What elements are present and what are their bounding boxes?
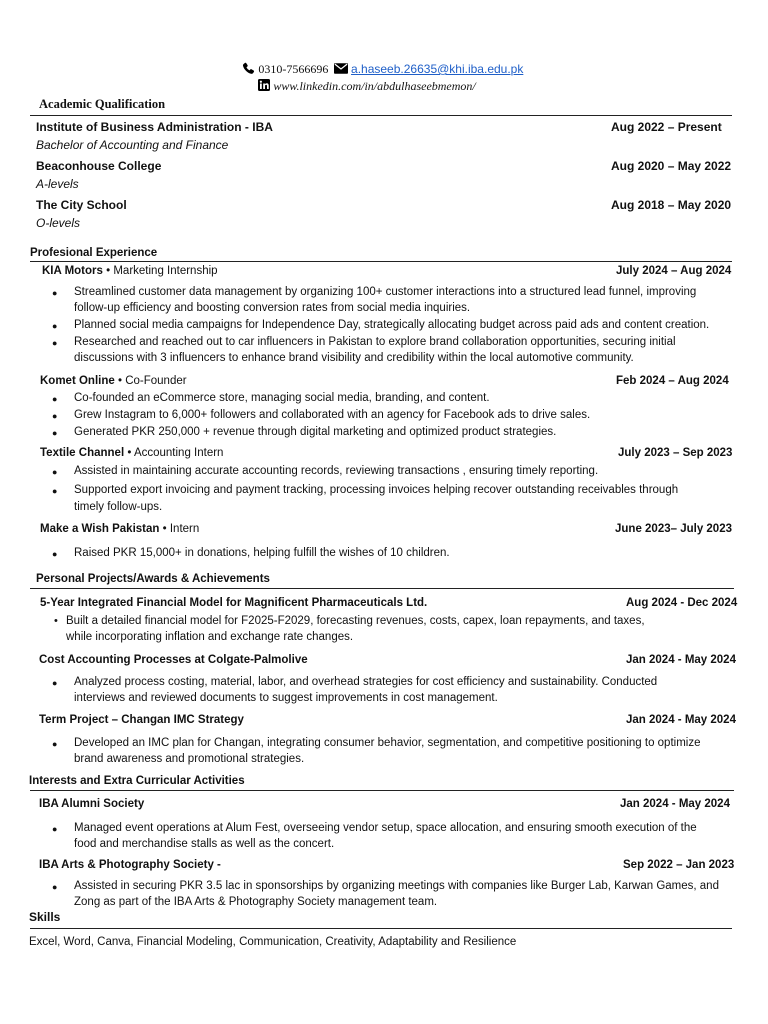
project-title: Cost Accounting Processes at Colgate-Palmolive xyxy=(39,654,308,666)
email-link[interactable]: a.haseeb.26635@khi.iba.edu.pk xyxy=(351,62,524,76)
activity-title: IBA Arts & Photography Society - xyxy=(39,859,221,871)
experience-dates: July 2023 – Sep 2023 xyxy=(618,447,733,459)
divider xyxy=(30,261,732,262)
activity-dates: Jan 2024 - May 2024 xyxy=(620,798,730,810)
project-dates: Jan 2024 - May 2024 xyxy=(626,654,736,666)
linkedin-line xyxy=(258,79,476,94)
experience-dates: July 2024 – Aug 2024 xyxy=(616,265,732,277)
bullet: ● xyxy=(52,467,58,477)
bullet: ● xyxy=(52,338,58,348)
academic-dates: Aug 2022 – Present xyxy=(611,120,722,134)
contact-line xyxy=(242,62,523,77)
separator: • xyxy=(127,447,132,459)
experience-role: Marketing Internship xyxy=(113,265,218,277)
bullet-text: Managed event operations at Alum Fest, overseeing vendor setup, space allocation, and ensuring smooth execution of the xyxy=(74,822,697,834)
section-heading-academic: Academic Qualification xyxy=(39,97,166,111)
bullet-text: Researched and reached out to car influencers in Pakistan to explore brand collaboration opportunities, securing initial xyxy=(74,336,676,348)
academic-school: Institute of Business Administration - IBA xyxy=(36,120,273,134)
bullet: • xyxy=(54,615,58,627)
experience-header xyxy=(42,265,218,277)
bullet: ● xyxy=(52,678,58,688)
divider xyxy=(30,928,732,929)
academic-school: Beaconhouse College xyxy=(36,159,162,173)
phone-number: 0310-7566696 xyxy=(258,62,329,76)
experience-header xyxy=(40,375,187,387)
bullet-text: food and merchandise stalls as well as the concert. xyxy=(74,838,335,850)
experience-dates: June 2023– July 2023 xyxy=(615,523,732,535)
experience-role: Co-Founder xyxy=(125,375,187,387)
bullet-text: discussions with 3 influencers to enhance brand visibility and credibility within the local automotive community. xyxy=(74,352,634,364)
bullet-text: Co-founded an eCommerce store, managing social media, branding, and content. xyxy=(74,392,490,404)
linkedin-url[interactable]: www.linkedin.com/in/abdulhaseebmemon/ xyxy=(273,79,476,93)
section-heading-interests: Interests and Extra Curricular Activities xyxy=(29,775,245,787)
bullet-text: Planned social media campaigns for Independence Day, strategically allocating budget across paid ads and content creation. xyxy=(74,319,710,331)
experience-org: Make a Wish Pakistan xyxy=(40,523,160,535)
bullet-text: Assisted in maintaining accurate accounting records, reviewing transactions , ensuring timely reporting. xyxy=(74,465,599,477)
divider xyxy=(30,790,734,791)
section-heading-skills: Skills xyxy=(29,910,61,924)
activity-dates: Sep 2022 – Jan 2023 xyxy=(623,859,735,871)
bullet-text: Analyzed process costing, material, labor, and overhead strategies for cost efficiency and sustainability. Conducted xyxy=(74,676,658,688)
project-dates: Aug 2024 - Dec 2024 xyxy=(626,597,738,609)
bullet-text: Assisted in securing PKR 3.5 lac in sponsorships by organizing meetings with companies like Burger Lab, Karwan Games, and xyxy=(74,880,719,892)
bullet-text: Developed an IMC plan for Changan, integrating consumer behavior, segmentation, and competitive positioning to optimize xyxy=(74,737,701,749)
academic-dates: Aug 2020 – May 2022 xyxy=(611,159,732,173)
bullet-text: Streamlined customer data management by organizing 100+ customer interactions into a structured lead funnel, improving xyxy=(74,286,697,298)
academic-school: The City School xyxy=(36,198,127,212)
bullet: ● xyxy=(52,486,58,496)
bullet: ● xyxy=(52,549,58,559)
bullet-text: while incorporating inflation and exchange rate changes. xyxy=(66,631,354,643)
activity-title: IBA Alumni Society xyxy=(39,798,145,810)
experience-org: Textile Channel xyxy=(40,447,125,459)
bullet: ● xyxy=(52,739,58,749)
experience-org: Komet Online xyxy=(40,375,115,387)
experience-dates: Feb 2024 – Aug 2024 xyxy=(616,375,729,387)
bullet-text: brand awareness and promotional strategies. xyxy=(74,753,305,765)
linkedin-icon xyxy=(258,79,270,91)
bullet-text: Generated PKR 250,000 + revenue through digital marketing and optimized product strategies. xyxy=(74,426,557,438)
divider xyxy=(30,115,732,116)
project-dates: Jan 2024 - May 2024 xyxy=(626,714,736,726)
bullet-text: follow-up efficiency and boosting conversion rates from social media inquiries. xyxy=(74,302,471,314)
bullet: ● xyxy=(52,394,58,404)
experience-role: Intern xyxy=(169,523,200,535)
bullet-text: Raised PKR 15,000+ in donations, helping fulfill the wishes of 10 children. xyxy=(74,547,450,559)
bullet: ● xyxy=(52,882,58,892)
bullet: ● xyxy=(52,288,58,298)
divider xyxy=(30,588,734,589)
bullet: ● xyxy=(52,411,58,421)
section-heading-projects: Personal Projects/Awards & Achievements xyxy=(36,573,270,585)
academic-degree: O-levels xyxy=(36,216,81,230)
separator: • xyxy=(117,375,122,387)
bullet-text: Grew Instagram to 6,000+ followers and collaborated with an agency for Facebook ads to drive sales. xyxy=(74,409,591,421)
phone-icon xyxy=(242,62,255,75)
project-title: 5-Year Integrated Financial Model for Magnificent Pharmaceuticals Ltd. xyxy=(40,597,428,609)
mail-icon xyxy=(334,63,348,74)
bullet-text: Built a detailed financial model for F2025-F2029, forecasting revenues, costs, capex, loan repayments, and taxes, xyxy=(66,615,645,627)
experience-org: KIA Motors xyxy=(42,265,103,277)
experience-header xyxy=(40,447,223,459)
bullet-text: Supported export invoicing and payment tracking, processing invoices helping recover outstanding receivables through xyxy=(74,484,679,496)
bullet: ● xyxy=(52,428,58,438)
separator: • xyxy=(162,523,167,535)
bullet-text: interviews and reviewed documents to suggest improvements in cost management. xyxy=(74,692,498,704)
separator: • xyxy=(106,265,111,277)
project-title: Term Project – Changan IMC Strategy xyxy=(39,714,244,726)
experience-header xyxy=(40,523,199,535)
academic-degree: Bachelor of Accounting and Finance xyxy=(36,138,229,152)
bullet: ● xyxy=(52,824,58,834)
academic-dates: Aug 2018 – May 2020 xyxy=(611,198,732,212)
experience-role: Accounting Intern xyxy=(133,447,224,459)
academic-degree: A-levels xyxy=(36,177,79,191)
bullet: ● xyxy=(52,321,58,331)
skills-list: Excel, Word, Canva, Financial Modeling, Communication, Creativity, Adaptability and Resilience xyxy=(29,936,517,948)
section-heading-experience: Profesional Experience xyxy=(30,247,158,259)
bullet-text: Zong as part of the IBA Arts & Photography Society management team. xyxy=(74,896,438,908)
bullet-text: timely follow-ups. xyxy=(74,501,163,513)
